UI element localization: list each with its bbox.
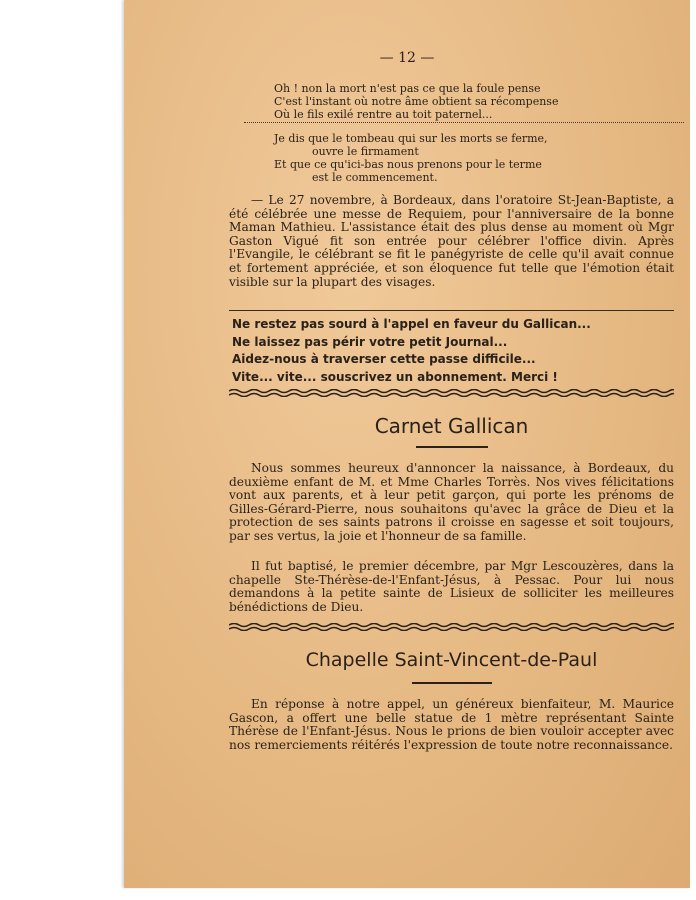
poem-stanza-2 xyxy=(274,132,548,184)
newsletter-page xyxy=(124,0,690,888)
subscription-appeal xyxy=(232,316,682,386)
poem-line: Et que ce qu'ici-bas nous prenons pour le terme xyxy=(274,158,542,171)
carnet-paragraph-1: Nous sommes heureux d'annoncer la naissance, à Bordeaux, du deuxième enfant de M. et Mme Charles Torrès. Nos vives félicitations vont aux parents, et à leur petit garçon, qui porte les prénoms de Gilles-Gérard-Pierre, nous souhaitons qu'avec la grâce de Dieu et la protection de ses saints patrons il croisse en sagesse et soit toujours, par ses vertus, la joie et l'honneur de sa famille. xyxy=(229,461,674,543)
section-divider xyxy=(229,310,674,311)
poem-stanza-1 xyxy=(274,82,558,121)
title-underline xyxy=(412,682,492,684)
poem-line: ouvre le firmament xyxy=(312,145,419,158)
chapelle-paragraph: En réponse à notre appel, un généreux bienfaiteur, M. Maurice Gascon, a offert une belle statue de 1 mètre représentant Sainte Thérèse de l'Enfant-Jésus. Nous le prions de bien vouloir accepter avec nos remerciements réitérés l'expression de toute notre reconnaissance. xyxy=(229,697,674,752)
poem-line: Oh ! non la mort n'est pas ce que la foule pense xyxy=(274,82,541,95)
appeal-line: Aidez-nous à traverser cette passe difficile... xyxy=(232,352,536,366)
poem-line: C'est l'instant où notre âme obtient sa récompense xyxy=(274,95,559,108)
poem-line: Je dis que le tombeau qui sur les morts se ferme, xyxy=(274,132,548,145)
page-number: — 12 — xyxy=(379,50,435,66)
chapelle-title: Chapelle Saint-Vincent-de-Paul xyxy=(305,649,598,671)
appeal-line: Vite... vite... souscrivez un abonnement. Merci ! xyxy=(232,369,558,384)
carnet-paragraph-2: Il fut baptisé, le premier décembre, par Mgr Lescouzères, dans la chapelle Ste-Thérèse-de-l'Enfant-Jésus, à Pessac. Pour lui nous demandons à la petite sainte de Lisieux de solliciter les meilleures bénédictions de Dieu. xyxy=(229,559,674,614)
appeal-line: Ne restez pas sourd à l'appel en faveur du Gallican... xyxy=(232,317,591,331)
dotted-separator xyxy=(244,122,684,123)
carnet-title: Carnet Gallican xyxy=(374,414,529,438)
title-underline xyxy=(416,446,488,448)
wavy-divider xyxy=(229,389,674,397)
wavy-divider xyxy=(229,623,674,631)
poem-line: Où le fils exilé rentre au toit paternel... xyxy=(274,108,493,121)
requiem-paragraph: — Le 27 novembre, à Bordeaux, dans l'oratoire St-Jean-Baptiste, a été célébrée une messe de Requiem, pour l'anniversaire de la bonne Maman Mathieu. L'assistance était des plus dense au moment où Mgr Gaston Vigué fit son entrée pour célébrer l'office divin. Après l'Evangile, le célébrant se fit le panégyriste de celle qu'il avait connue et fortement appréciée, et son éloquence fut telle que l'émotion était visible sur la plupart des visages. xyxy=(229,193,674,289)
appeal-line: Ne laissez pas périr votre petit Journal... xyxy=(232,334,508,349)
poem-line: est le commencement. xyxy=(312,171,438,184)
